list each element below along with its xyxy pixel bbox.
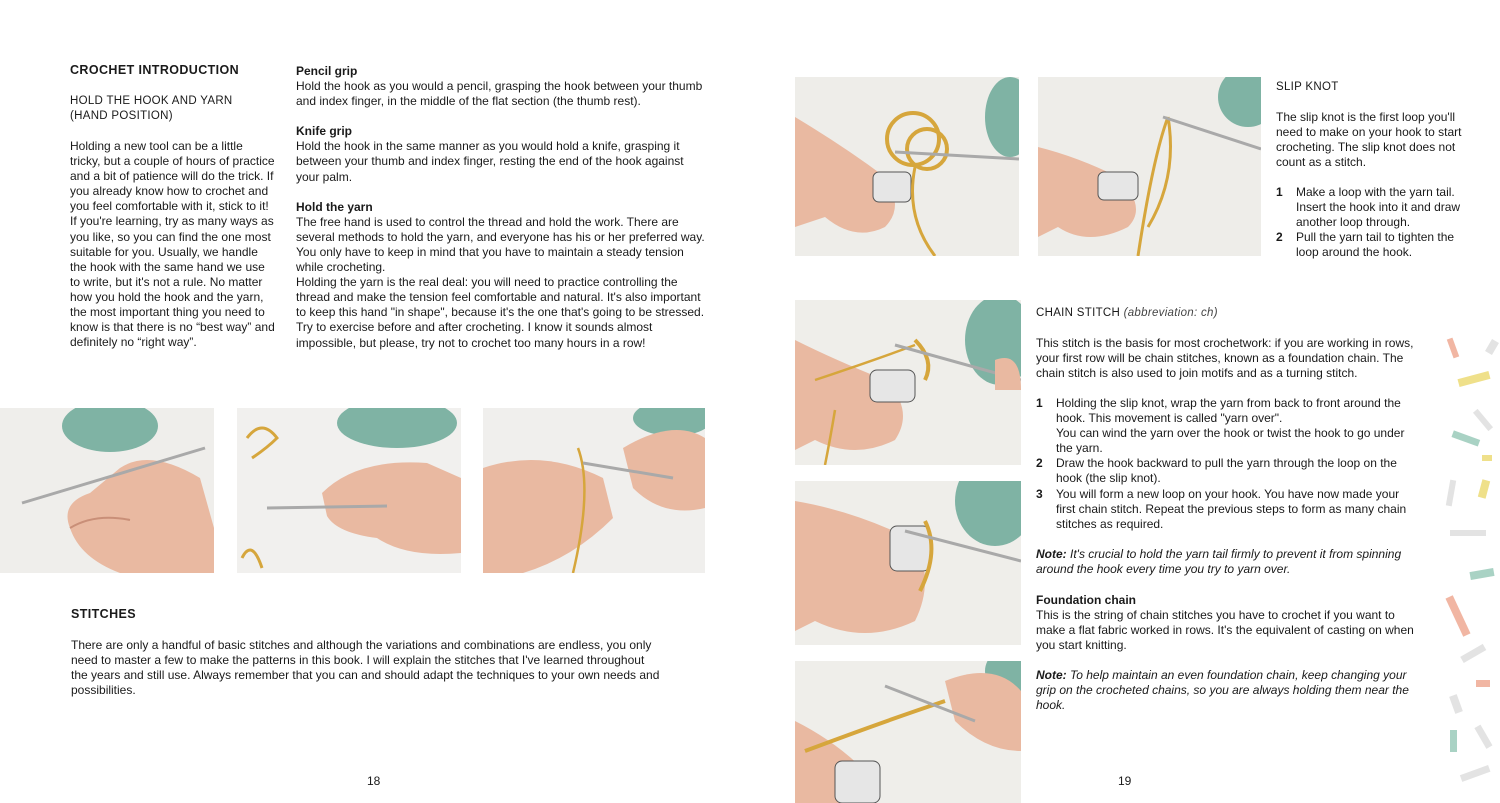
note-2-text: To help maintain an even foundation chain, keep changing your grip on the crocheted chains, so you are always holding them near the hook.	[1036, 668, 1409, 713]
pencil-grip-title: Pencil grip	[296, 64, 358, 78]
list-item: 3 You will form a new loop on your hook. You have now made your first chain stitch. Repeat the previous steps to form as many chain stitches as required.	[1036, 486, 1407, 531]
note-2	[1036, 668, 1416, 713]
note-2-label: Note:	[1036, 668, 1067, 682]
hold-yarn-title: Hold the yarn	[296, 199, 373, 214]
knife-grip-text: Hold the hook in the same manner as you would hold a knife, grasping it between your thumb and index finger, resting the end of the hook against your palm.	[296, 139, 684, 184]
chain-stitch-title: CHAIN STITCH	[1036, 307, 1121, 319]
hold-heading	[70, 94, 270, 124]
hold-yarn-text-1: The free hand is used to control the thread and hold the work. There are several methods to hold the yarn, and everyone has his or her preferred way. You only have to keep in mind that you have to maintain a steady tension while crocheting.	[296, 214, 705, 275]
hold-heading-line2: (HAND POSITION)	[70, 110, 173, 122]
page-number-right: 19	[1118, 774, 1132, 788]
chain-stitch-photo-3	[795, 661, 1021, 803]
hold-heading-line1: HOLD THE HOOK AND YARN	[70, 95, 233, 107]
list-item: 1 Make a loop with the yarn tail. Insert the hook into it and draw another loop through.	[1276, 185, 1461, 230]
pencil-grip-photo	[0, 408, 214, 573]
list-item: 2 Draw the hook backward to pull the yarn through the loop on the hook (the slip knot).	[1036, 456, 1397, 486]
chain-stitch-abbreviation: (abbreviation: ch)	[1123, 307, 1218, 319]
intro-paragraph: Holding a new tool can be a little tricky, but a couple of hours of practice and a bit of patience will do the trick. If you already know how to crochet and you feel comfortable with it, stick to it! If you're learning, try as many ways as you like, so you can find the one most suitable for you. Usually, we handle the hook with the same hand we use to write, but it's not a rule. No matter how you hold the hook and the yarn, the most important thing you need to know is that there is no “best way” and definitely no “right way”.	[70, 139, 275, 350]
note-1	[1036, 547, 1416, 577]
slip-knot-text: The slip knot is the first loop you'll need to make on your hook to start crocheting. The slip knot does not count as a stitch.	[1276, 110, 1462, 170]
chain-stitch-photo-1	[795, 300, 1021, 465]
chain-stitch-heading	[1036, 306, 1218, 321]
chain-stitch-steps	[1036, 396, 1421, 532]
knife-grip-photo	[237, 408, 461, 573]
chain-stitch-text: This stitch is the basis for most crochetwork: if you are working in rows, your first row will be chain stitches, known as a foundation chain. The chain stitch is also used to join motifs and as a turning stitch.	[1036, 336, 1414, 381]
note-1-text: It's crucial to hold the yarn tail firmly to prevent it from spinning around the hook every time you try to yarn over.	[1036, 547, 1402, 577]
note-1-label: Note:	[1036, 547, 1067, 561]
page-number-left: 18	[367, 774, 381, 788]
list-item: 1 Holding the slip knot, wrap the yarn from back to front around the hook. This movement is called "yarn over". You can wind the yarn over the hook or twist the hook to go under the yarn.	[1036, 396, 1405, 456]
stitches-title: STITCHES	[71, 607, 137, 621]
slip-knot-title: SLIP KNOT	[1276, 81, 1339, 93]
hold-yarn-photo	[483, 408, 705, 573]
pencil-grip-text: Hold the hook as you would a pencil, grasping the hook between your thumb and index finger, in the middle of the flat section (the thumb rest).	[296, 79, 703, 109]
list-item: 2 Pull the yarn tail to tighten the loop around the hook.	[1276, 230, 1455, 260]
grip-column	[296, 64, 706, 351]
slip-knot-photo-2	[1038, 77, 1261, 256]
hold-yarn-text-2: Holding the yarn is the real deal: you will need to practice controlling the thread and make the tension feel comfortable and natural. It's also important to keep this hand "in shape", because it's the one that's going to be stressed. Try to exercise before and after crocheting. I know it sounds almost impossible, but please, try not to crochet too many hours in a row!	[296, 275, 705, 350]
slip-knot-steps	[1276, 185, 1462, 260]
stitches-text: There are only a handful of basic stitches and although the variations and combinations are endless, you only need to master a few to make the patterns in this book. I will explain the stitches that I've learned throughout the years and still use. Always remember that you can and should adapt the techniques to your own needs and possibilities.	[71, 638, 660, 698]
foundation-chain-title: Foundation chain	[1036, 593, 1136, 607]
knife-grip-title: Knife grip	[296, 124, 352, 139]
slip-knot-photo-1	[795, 77, 1019, 256]
confetti-decoration	[1440, 330, 1500, 803]
chain-stitch-photo-2	[795, 481, 1021, 645]
intro-title: CROCHET INTRODUCTION	[70, 63, 240, 77]
foundation-chain-text: This is the string of chain stitches you have to crochet if you want to make a flat fabric worked in rows. It's the equivalent of casting on when you start knitting.	[1036, 608, 1414, 653]
